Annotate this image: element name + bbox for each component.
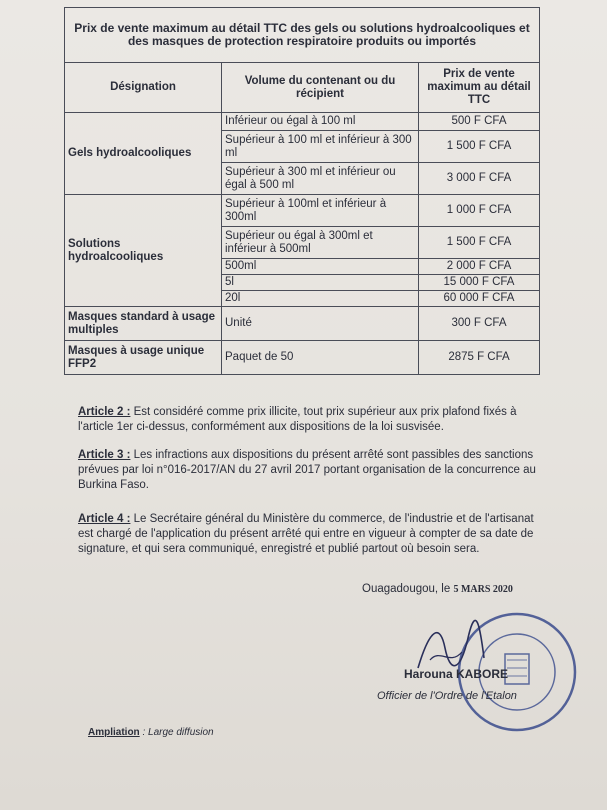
solution-price: 15 000 F CFA <box>419 275 540 291</box>
solution-volume: Supérieur à 100ml et inférieur à 300ml <box>222 195 419 227</box>
solution-price: 2 000 F CFA <box>419 259 540 275</box>
gel-volume: Supérieur à 100 ml et inférieur à 300 ml <box>222 131 419 163</box>
gel-price: 500 F CFA <box>419 113 540 131</box>
signer-title: Officier de l'Ordre de l'Etalon <box>377 690 517 702</box>
article-text: Les infractions aux dispositions du présent arrêté sont passibles des sanctions prévues par loi n°016-2017/AN du 27 avril 2017 portant organisation de la concurrence au Burkina Faso. <box>78 449 536 491</box>
article-label: Article 3 : <box>78 449 131 461</box>
ampliation-label: Ampliation <box>88 727 140 738</box>
signature-place: Ouagadougou, le <box>362 583 451 595</box>
signature-place-date <box>362 583 513 595</box>
category-solutions: Solutions hydroalcooliques <box>65 195 222 307</box>
gel-volume: Inférieur ou égal à 100 ml <box>222 113 419 131</box>
category-gels: Gels hydroalcooliques <box>65 113 222 195</box>
article-label: Article 2 : <box>78 406 131 418</box>
solution-price: 1 000 F CFA <box>419 195 540 227</box>
article-4 <box>78 512 548 557</box>
article-text: Est considéré comme prix illicite, tout prix supérieur aux prix plafond fixés à l'article 1er ci-dessus, conformément aux dispositions de la loi susvisée. <box>78 406 517 433</box>
ampliation <box>88 727 214 738</box>
header-volume: Volume du contenant ou du récipient <box>222 63 419 113</box>
price-table <box>64 7 540 375</box>
masques-standard-price: 300 F CFA <box>419 307 540 341</box>
solution-price: 60 000 F CFA <box>419 291 540 307</box>
article-2 <box>78 405 548 435</box>
ampliation-value: : Large diffusion <box>142 727 214 738</box>
article-3 <box>78 448 548 493</box>
article-label: Article 4 : <box>78 513 131 525</box>
solution-volume: 5l <box>222 275 419 291</box>
header-price: Prix de vente maximum au détail TTC <box>419 63 540 113</box>
masques-ffp2-volume: Paquet de 50 <box>222 341 419 375</box>
table-title: Prix de vente maximum au détail TTC des gels ou solutions hydroalcooliques et des masques de protection respiratoire produits ou importés <box>65 8 540 63</box>
masques-standard-volume: Unité <box>222 307 419 341</box>
signer-name: Harouna KABORE <box>404 667 509 681</box>
gel-price: 3 000 F CFA <box>419 163 540 195</box>
solution-volume: 500ml <box>222 259 419 275</box>
solution-volume: 20l <box>222 291 419 307</box>
article-text: Le Secrétaire général du Ministère du commerce, de l'industrie et de l'artisanat est chargé de l'application du présent arrêté qui entre en vigueur à compter de sa date de signature, et qui sera communiqué, enregistré et publié partout où besoin sera. <box>78 513 534 555</box>
solution-price: 1 500 F CFA <box>419 227 540 259</box>
category-masques-standard: Masques standard à usage multiples <box>65 307 222 341</box>
gel-price: 1 500 F CFA <box>419 131 540 163</box>
gel-volume: Supérieur à 300 ml et inférieur ou égal à 500 ml <box>222 163 419 195</box>
signature-date: 5 MARS 2020 <box>453 584 513 595</box>
header-designation: Désignation <box>65 63 222 113</box>
solution-volume: Supérieur ou égal à 300ml et inférieur à 500ml <box>222 227 419 259</box>
category-masques-ffp2: Masques à usage unique FFP2 <box>65 341 222 375</box>
masques-ffp2-price: 2875 F CFA <box>419 341 540 375</box>
